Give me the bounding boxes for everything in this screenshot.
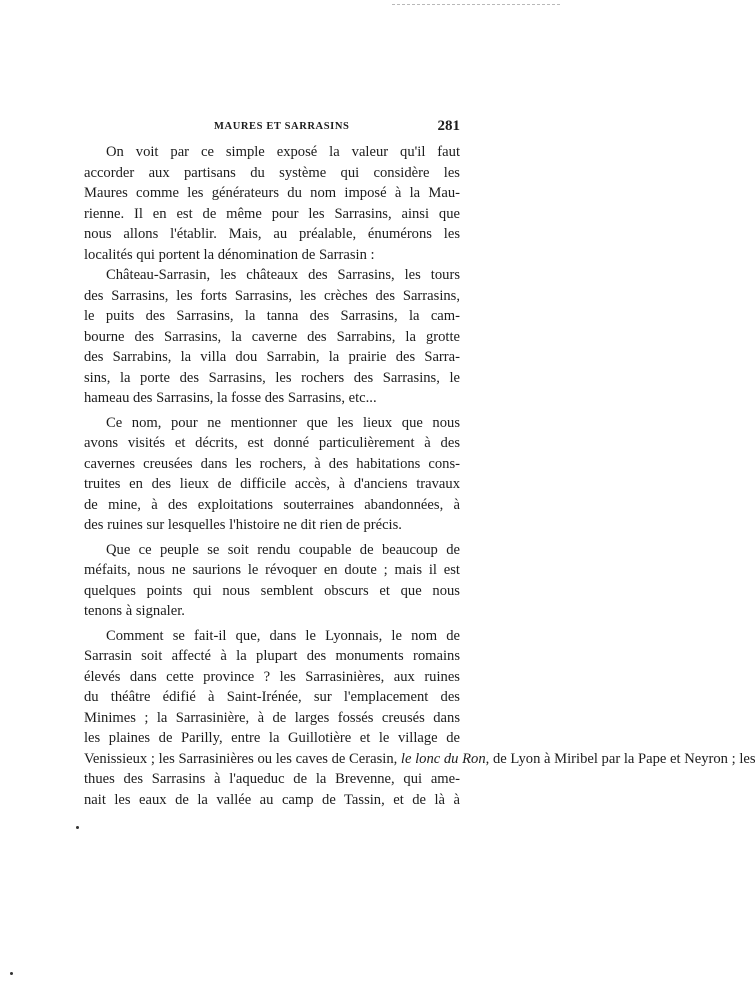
text-line: tenons à signaler. bbox=[84, 603, 185, 619]
italic-place-name: le lonc du Ron bbox=[400, 750, 486, 767]
text-line: Comment se fait-il que, dans le Lyonnais, le nom de bbox=[106, 627, 460, 644]
text-line: les plaines de Parilly, entre la Guillotière et le village de bbox=[84, 730, 460, 746]
text-line: le puits des Sarrasins, la tanna des Sarrasins, la cam- bbox=[84, 308, 460, 324]
page-header bbox=[84, 119, 460, 139]
text-line bbox=[84, 749, 756, 770]
text-fragment: Venissieux ; les Sarrasinières ou les caves de Cerasin, bbox=[84, 750, 401, 767]
text-line: Que ce peuple se soit rendu coupable de beaucoup de bbox=[106, 541, 460, 558]
text-line: localités qui portent la dénomination de Sarrasin : bbox=[84, 246, 375, 263]
text-line: méfaits, nous ne saurions le révoquer en doute ; mais il est bbox=[84, 562, 460, 578]
text-line: thues des Sarrasins à l'aqueduc de la Brevenne, qui ame- bbox=[84, 771, 460, 787]
text-line: Maures comme les générateurs du nom imposé à la Mau- bbox=[84, 185, 460, 201]
text-line: On voit par ce simple exposé la valeur qu'il faut bbox=[106, 144, 460, 160]
text-line: hameau des Sarrasins, la fosse des Sarrasins, etc... bbox=[84, 390, 377, 406]
text-line: Minimes ; la Sarrasinière, à de larges fossés creusés dans bbox=[84, 709, 460, 726]
text-line: accorder aux partisans du système qui considère les bbox=[84, 164, 460, 181]
text-line: nous allons l'établir. Mais, au préalable, énumérons les bbox=[84, 226, 460, 242]
body-text bbox=[84, 142, 756, 810]
text-line: Sarrasin soit affecté à la plupart des monuments romains bbox=[84, 648, 460, 664]
text-line: quelques points qui nous semblent obscurs et que nous bbox=[84, 582, 460, 599]
text-line: de mine, à des exploitations souterraines abandonnées, à bbox=[84, 496, 460, 513]
text-line: Château-Sarrasin, les châteaux des Sarrasins, les tours bbox=[106, 267, 460, 283]
text-line: sins, la porte des Sarrasins, les rochers des Sarrasins, le bbox=[84, 369, 460, 386]
text-line: Ce nom, pour ne mentionner que les lieux que nous bbox=[106, 414, 460, 431]
page-number: 281 bbox=[437, 118, 460, 134]
text-line: nait les eaux de la vallée au camp de Tassin, et de là à bbox=[84, 791, 460, 808]
text-line: des ruines sur lesquelles l'histoire ne dit rien de précis. bbox=[84, 517, 402, 533]
text-line: des Sarrasins, les forts Sarrasins, les crèches des Sarrasins, bbox=[84, 287, 460, 304]
text-line: rienne. Il en est de même pour les Sarrasins, ainsi que bbox=[84, 205, 460, 222]
text-line: bourne des Sarrasins, la caverne des Sarrabins, la grotte bbox=[84, 328, 460, 345]
running-head: MAURES ET SARRASINS bbox=[214, 121, 350, 132]
text-line: du théâtre édifié à Saint-Irénée, sur l'emplacement des bbox=[84, 689, 460, 705]
text-line: avons visités et décrits, est donné particulièrement à des bbox=[84, 435, 460, 451]
text-line: élevés dans cette province ? les Sarrasinières, aux ruines bbox=[84, 668, 460, 685]
print-speck bbox=[10, 972, 13, 975]
print-speck bbox=[76, 826, 79, 829]
text-line: truites en des lieux de difficile accès, à d'anciens travaux bbox=[84, 476, 460, 492]
text-line: des Sarrabins, la villa dou Sarrabin, la prairie des Sarra- bbox=[84, 349, 460, 365]
top-margin-rule bbox=[392, 4, 560, 5]
text-line: cavernes creusées dans les rochers, à des habitations cons- bbox=[84, 455, 460, 472]
text-fragment: , de Lyon à Miribel par la Pape et Neyron ; les bbox=[485, 750, 756, 767]
